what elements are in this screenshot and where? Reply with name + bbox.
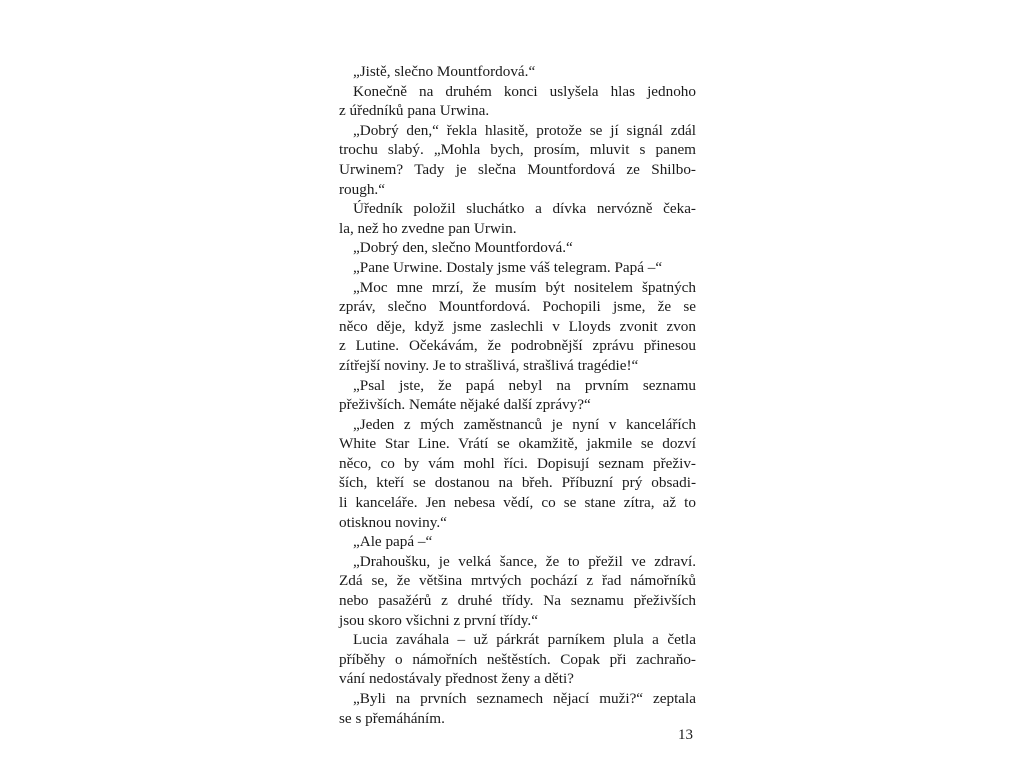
text-line: příběhy o námořních neštěstích. Copak při zachraňo-: [339, 650, 696, 668]
text-line: li kanceláře. Jen nebesa vědí, co se stane zítra, až to: [339, 494, 696, 512]
text-line: se s přemáháním.: [339, 709, 445, 727]
text-line: nebo pasažérů z druhé třídy. Na seznamu přeživších: [339, 592, 696, 610]
text-line: vání nedostávaly přednost ženy a děti?: [339, 670, 574, 688]
text-line: trochu slabý. „Mohla bych, prosím, mluvit s panem: [339, 141, 696, 159]
text-line: „Ale papá –“: [353, 533, 433, 551]
text-line: něco, co by vám mohl říci. Dopisují seznam přeživ-: [339, 454, 696, 472]
text-line: White Star Line. Vrátí se okamžitě, jakmile se dozví: [339, 435, 696, 453]
text-line: „Moc mne mrzí, že musím být nositelem špatných: [353, 278, 696, 296]
text-line: „Pane Urwine. Dostaly jsme váš telegram. Papá –“: [353, 258, 663, 276]
text-line: z úředníků pana Urwina.: [339, 102, 490, 120]
text-line: z Lutine. Očekávám, že podrobnější zprávu přinesou: [339, 337, 696, 355]
text-line: „Jeden z mých zaměstnanců je nyní v kancelářích: [353, 415, 696, 433]
text-line: Lucia zaváhala – už párkrát parníkem plula a četla: [353, 631, 696, 649]
text-line: „Jistě, slečno Mountfordová.“: [353, 63, 536, 80]
text-line: přeživších. Nemáte nějaké další zprávy?“: [339, 396, 591, 414]
text-line: rough.“: [339, 180, 385, 198]
text-line: „Dobrý den, slečno Mountfordová.“: [353, 239, 573, 257]
text-line: „Dobrý den,“ řekla hlasitě, protože se jí signál zdál: [353, 121, 696, 139]
text-line: Konečně na druhém konci uslyšela hlas jednoho: [353, 82, 696, 100]
text-line: la, než ho zvedne pan Urwin.: [339, 219, 517, 237]
body-text: [339, 62, 696, 728]
text-line: zítřejší noviny. Je to strašlivá, strašlivá tragédie!“: [339, 356, 639, 374]
text-line: „Byli na prvních seznamech nějací muži?“ zeptala: [353, 690, 696, 707]
text-line: Zdá se, že většina mrtvých pochází z řad námořníků: [339, 572, 696, 590]
text-line: Urwinem? Tady je slečna Mountfordová ze Shilbo-: [339, 160, 696, 178]
text-line: „Drahoušku, je velká šance, že to přežil ve zdraví.: [353, 552, 696, 570]
text-line: „Psal jste, že papá nebyl na prvním seznamu: [353, 376, 696, 394]
text-line: otisknou noviny.“: [339, 513, 447, 531]
text-line: Úředník položil sluchátko a dívka nervózně čeka-: [353, 200, 696, 218]
text-line: jsou skoro všichni z první třídy.“: [339, 611, 538, 629]
text-line: ších, kteří se dostanou na břeh. Příbuzní prý obsadi-: [339, 474, 696, 492]
text-line: něco děje, když jsme zaslechli v Lloyds zvonit zvon: [339, 317, 696, 335]
text-line: zpráv, slečno Mountfordová. Pochopili jsme, že se: [339, 298, 696, 316]
page-number: 13: [678, 727, 693, 743]
